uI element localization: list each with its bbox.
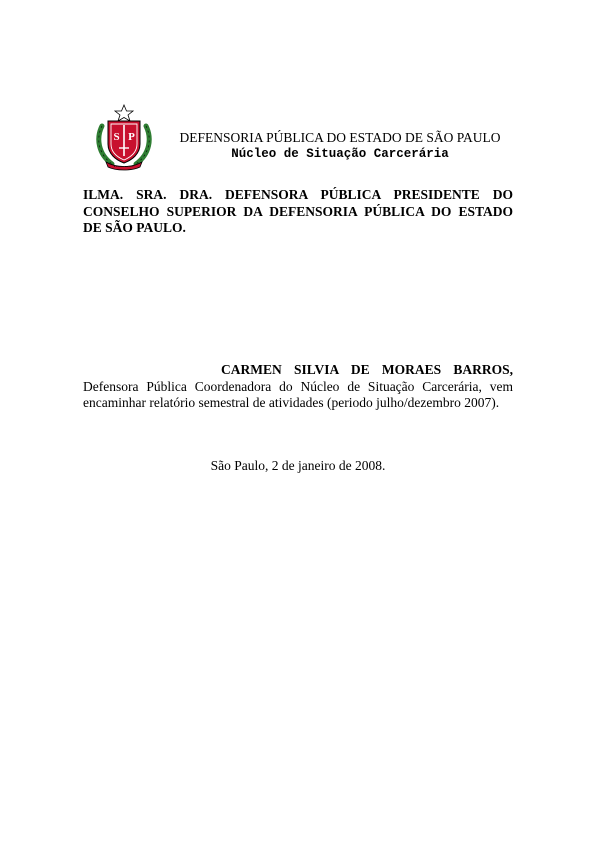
- org-name: DEFENSORIA PÚBLICA DO ESTADO DE SÃO PAULO: [179, 130, 501, 145]
- seal-letter-p: P: [128, 131, 135, 143]
- salutation: [83, 187, 513, 237]
- signatory-name: CARMEN SILVIA DE MORAES BARROS,: [221, 362, 513, 377]
- body-line: encaminhar relatório semestral de atividades (periodo julho/dezembro 2007).: [83, 395, 500, 410]
- date-line: São Paulo, 2 de janeiro de 2008.: [210, 458, 386, 473]
- sao-paulo-coat-of-arms-icon: [92, 104, 156, 172]
- salutation-line: ILMA. SRA. DRA. DEFENSORA PÚBLICA PRESIDENTE DO: [83, 187, 513, 202]
- salutation-line: CONSELHO SUPERIOR DA DEFENSORIA PÚBLICA DO ESTADO: [83, 203, 513, 219]
- org-unit: Núcleo de Situação Carcerária: [231, 147, 449, 161]
- salutation-line: DE SÃO PAULO.: [83, 220, 186, 235]
- seal-letter-s: S: [113, 131, 120, 143]
- body-line: Defensora Pública Coordenadora do Núcleo de Situação Carcerária, vem: [83, 378, 513, 394]
- body-paragraph: [83, 362, 513, 412]
